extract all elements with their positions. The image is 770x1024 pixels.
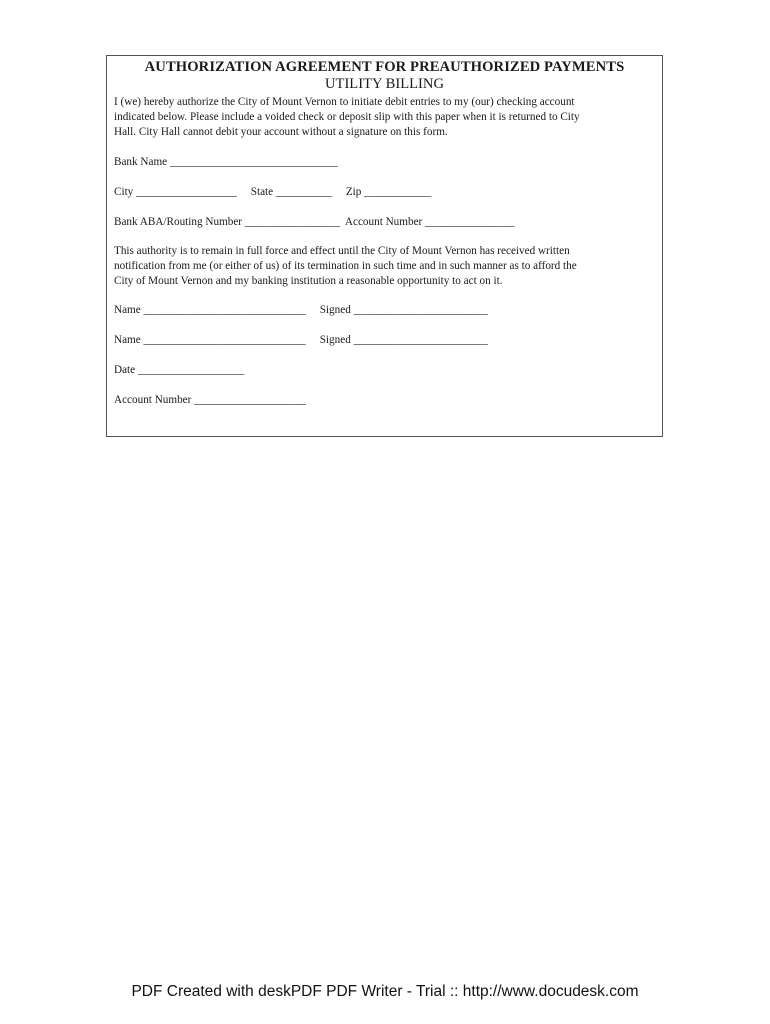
authority-line: notification from me (or either of us) of its termination in such time and in such manner as to afford the [114, 260, 577, 272]
pdf-footer-watermark: PDF Created with deskPDF PDF Writer - Trial :: http://www.docudesk.com [131, 983, 639, 1000]
authority-line: This authority is to remain in full force and effect until the City of Mount Vernon has received written [114, 245, 570, 257]
routing-account-fields[interactable]: Bank ABA/Routing Number _________________ Account Number ________________ [114, 216, 515, 228]
authority-line: City of Mount Vernon and my banking institution a reasonable opportunity to act on it. [114, 275, 503, 287]
form-subtitle: UTILITY BILLING [324, 76, 444, 92]
intro-line: Hall. City Hall cannot debit your account without a signature on this form. [114, 126, 448, 138]
date-field[interactable]: Date ___________________ [114, 364, 245, 376]
bank-name-field[interactable]: Bank Name ______________________________ [114, 156, 338, 168]
authority-paragraph [114, 244, 655, 289]
intro-line: indicated below. Please include a voided check or deposit slip with this paper when it is returned to City [114, 111, 580, 123]
form-title: AUTHORIZATION AGREEMENT FOR PREAUTHORIZED PAYMENTS [144, 59, 625, 75]
intro-paragraph [114, 95, 655, 140]
name-signed-fields-2[interactable]: Name _____________________________ Signed ________________________ [114, 334, 488, 346]
intro-line: I (we) hereby authorize the City of Mount Vernon to initiate debit entries to my (our) checking account [114, 96, 575, 108]
account-number-field[interactable]: Account Number ____________________ [114, 394, 307, 406]
authorization-form [106, 55, 663, 437]
name-signed-fields-1[interactable]: Name _____________________________ Signed ________________________ [114, 304, 488, 316]
city-state-zip-fields[interactable]: City __________________ State __________ Zip ____________ [114, 186, 432, 198]
